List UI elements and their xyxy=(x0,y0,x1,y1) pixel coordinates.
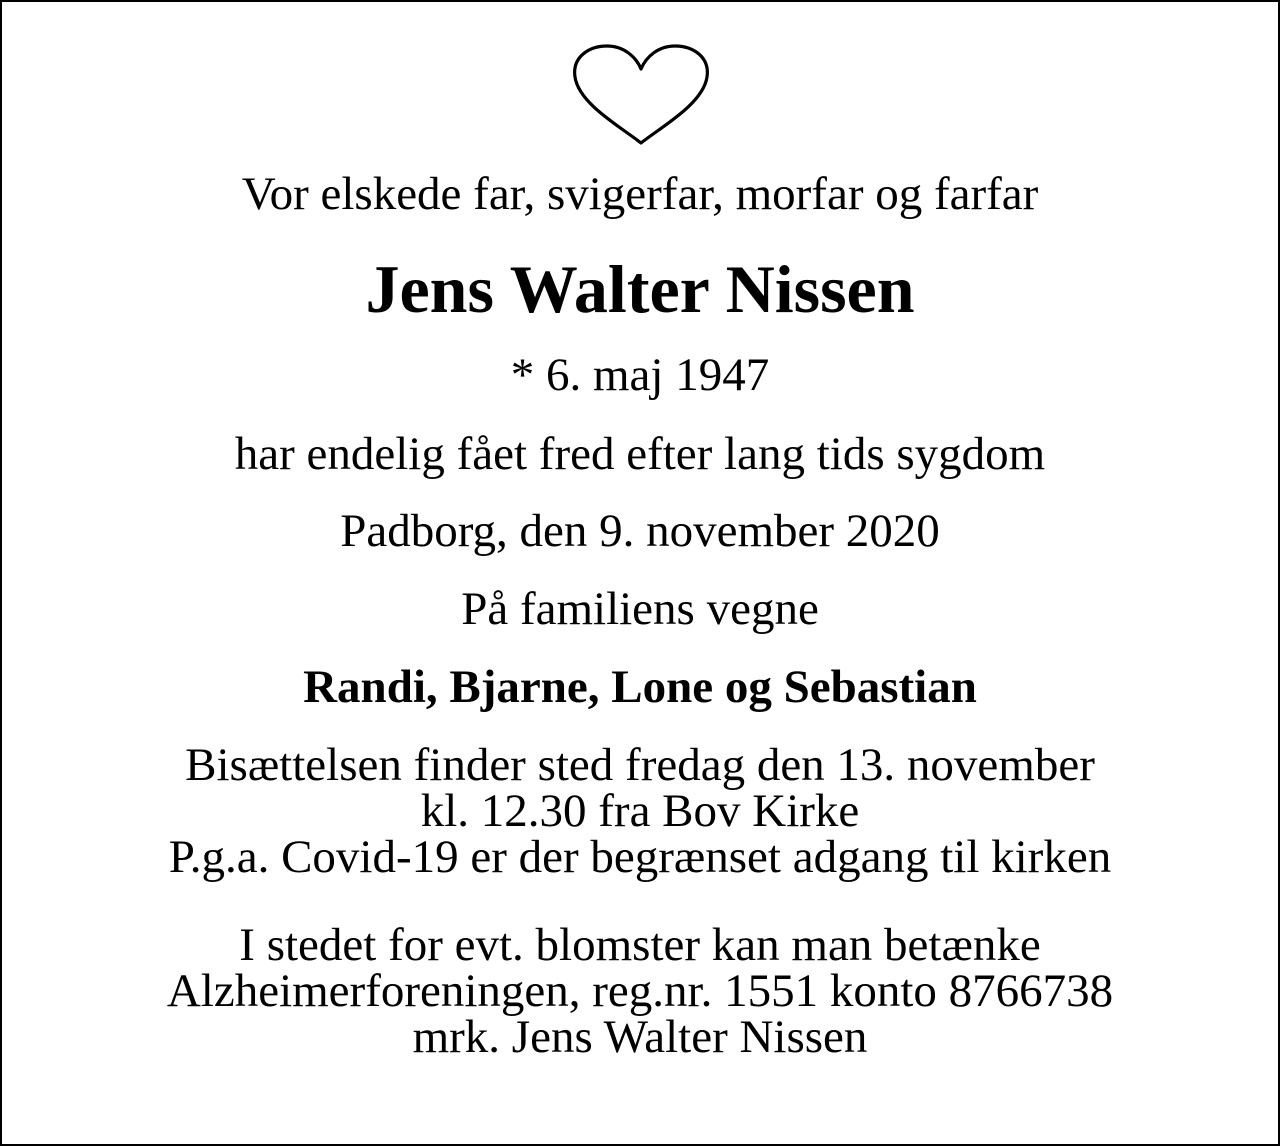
donation-line: mrk. Jens Walter Nissen xyxy=(412,1011,868,1063)
passing-text: har endelig fået fred efter lang tids sygdom xyxy=(234,428,1046,480)
funeral-line: Bisættelsen finder sted fredag den 13. november xyxy=(185,739,1095,791)
deceased-name: Jens Walter Nissen xyxy=(365,251,915,327)
on-behalf-text: På familiens vegne xyxy=(461,583,819,635)
donation-line: I stedet for evt. blomster kan man betænke xyxy=(239,919,1041,971)
donation-info xyxy=(0,919,1280,1063)
family-names: Randi, Bjarne, Lone og Sebastian xyxy=(303,661,977,713)
donation-line: Alzheimerforeningen, reg.nr. 1551 konto 8766738 xyxy=(166,965,1114,1017)
intro-text: Vor elskede far, svigerfar, morfar og farfar xyxy=(241,168,1039,220)
funeral-line: P.g.a. Covid-19 er der begrænset adgang til kirken xyxy=(168,831,1112,883)
funeral-info xyxy=(0,739,1280,883)
birth-date: * 6. maj 1947 xyxy=(510,349,770,401)
heart-outline-icon xyxy=(569,42,713,148)
funeral-line: kl. 12.30 fra Bov Kirke xyxy=(420,785,860,837)
place-and-date: Padborg, den 9. november 2020 xyxy=(340,505,940,557)
